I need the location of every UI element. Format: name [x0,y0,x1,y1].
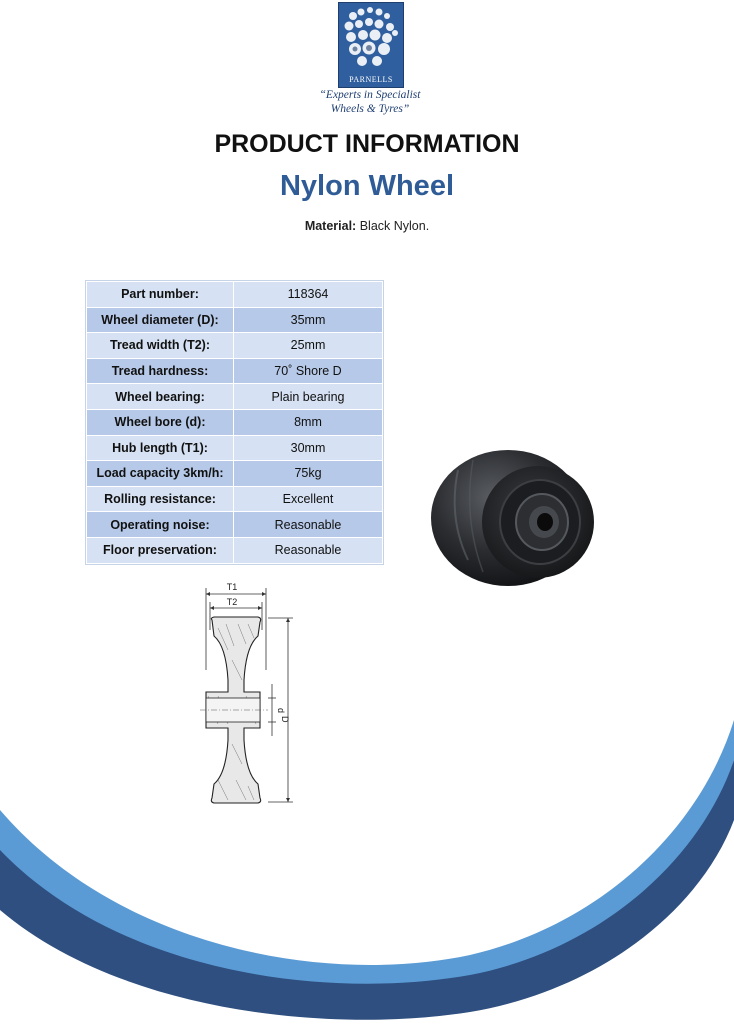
spec-row [87,461,383,487]
spec-value: 35mm [234,307,383,333]
parnells-logo [338,2,404,88]
label-d-small: d [276,708,286,714]
spec-value: Plain bearing [234,384,383,410]
spec-label: Tread hardness: [87,358,234,384]
spec-label: Floor preservation: [87,537,234,563]
spec-label: Hub length (T1): [87,435,234,461]
label-t1: T1 [226,582,238,592]
material-value: Black Nylon. [359,219,430,233]
material-label: Material: [304,219,357,233]
spec-row [87,282,383,308]
label-t2: T2 [226,597,238,607]
page-title: PRODUCT INFORMATION [214,130,520,158]
spec-value: 75kg [234,461,383,487]
spec-value: 70˚ Shore D [234,358,383,384]
label-d-large: D [280,716,290,723]
spec-value: 8mm [234,409,383,435]
spec-label: Load capacity 3km/h: [87,461,234,487]
spec-table [86,281,383,564]
spec-row [87,409,383,435]
brand-tagline [300,88,440,116]
spec-row [87,486,383,512]
tagline-line-1: “Experts in Specialist [319,89,421,101]
spec-row [87,333,383,359]
spec-label: Wheel diameter (D): [87,307,234,333]
spec-row [87,435,383,461]
brand-name: PARNELLS [349,75,393,84]
spec-value: 25mm [234,333,383,359]
spec-label: Rolling resistance: [87,486,234,512]
product-photo [428,440,598,590]
spec-value: Excellent [234,486,383,512]
spec-row [87,537,383,563]
spec-row [87,384,383,410]
spec-row [87,358,383,384]
spec-value: 30mm [234,435,383,461]
spec-label: Wheel bore (d): [87,409,234,435]
spec-row [87,307,383,333]
material-line [0,219,734,233]
spec-value: Reasonable [234,512,383,538]
spec-row [87,512,383,538]
decorative-swoosh [0,700,734,1024]
tagline-line-2: Wheels & Tyres” [330,103,410,115]
spec-value: 118364 [234,282,383,308]
spec-value: Reasonable [234,537,383,563]
spec-label: Wheel bearing: [87,384,234,410]
spec-label: Part number: [87,282,234,308]
spec-label: Tread width (T2): [87,333,234,359]
product-name: Nylon Wheel [279,170,454,202]
spec-label: Operating noise: [87,512,234,538]
